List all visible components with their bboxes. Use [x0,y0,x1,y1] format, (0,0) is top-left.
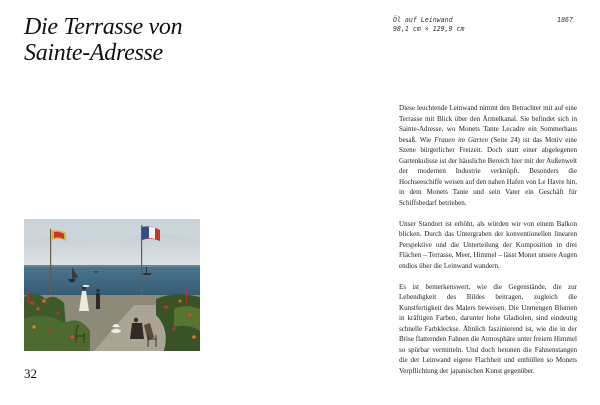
artwork-reference: Frauen im Garten [434,135,488,144]
artwork-medium: Öl auf Leinwand [393,16,453,24]
painting-image [24,219,200,351]
artwork-year: 1867 [557,16,573,24]
body-text [399,103,577,387]
paragraph-1: Diese leuchtende Leinwand nimmt den Betrachter mit auf eine Terrasse mit Blick über den Ärmelkanal. Sie befindet sich in Sainte-Adresse, wo Monets Tante Lecadre ein Sommerhaus besaß. Wie Frauen im Garten (Seite 24) ist das Motiv eine Szene bürgerlicher Freizeit. Doch statt einer abgelegenen Gartenkulisse ist der häusliche Bereich hier mit der Außenwelt der modernen Industrie verknüpft. Besonders die Hochseeschiffe weisen auf den nahen Hafen von Le Havre hin, in dem Monets Tante und sein Vater ein Geschäft für Schiffsbedarf betrieben. [399,104,577,207]
artwork-meta [393,16,464,34]
title-line-2: Sainte-Adresse [24,40,163,66]
artwork-dimensions: 98,1 cm × 129,9 cm [393,25,465,33]
page-title [24,14,182,66]
title-line-1: Die Terrasse von [24,14,183,40]
paragraph-2: Unser Standort ist erhöht, als würden wir von einem Balkon blicken. Durch das Untergraben der konventionellen linearen Perspektive und die Unterteilung der Komposition in drei Flächen – Terrasse, Meer, Himmel – lässt Monet unsere Augen endlos über die Leinwand wandern. [399,219,577,270]
paragraph-3: Es ist bemerkenswert, wie die Gegenstände, die zur Lebendigkeit des Bildes beitragen, zugleich die Kunstfertigkeit des Malers beweisen. Die Unmengen Blumen in kräftigen Farben, darunter hohe Gladiolen, sind eindeutig schnelle Farbkleckse. Ähnlich faszinierend ist, wie die in der Brise flatternden Fahnen die Atmosphäre unter freiem Himmel so spürbar vermitteln. Und doch betonen die Fahnenstangen die der Leinwand eigene Flachheit und enthüllen so Monets Verpflichtung der japanischen Kunst gegenüber. [399,282,577,375]
page-number: 32 [24,366,37,381]
